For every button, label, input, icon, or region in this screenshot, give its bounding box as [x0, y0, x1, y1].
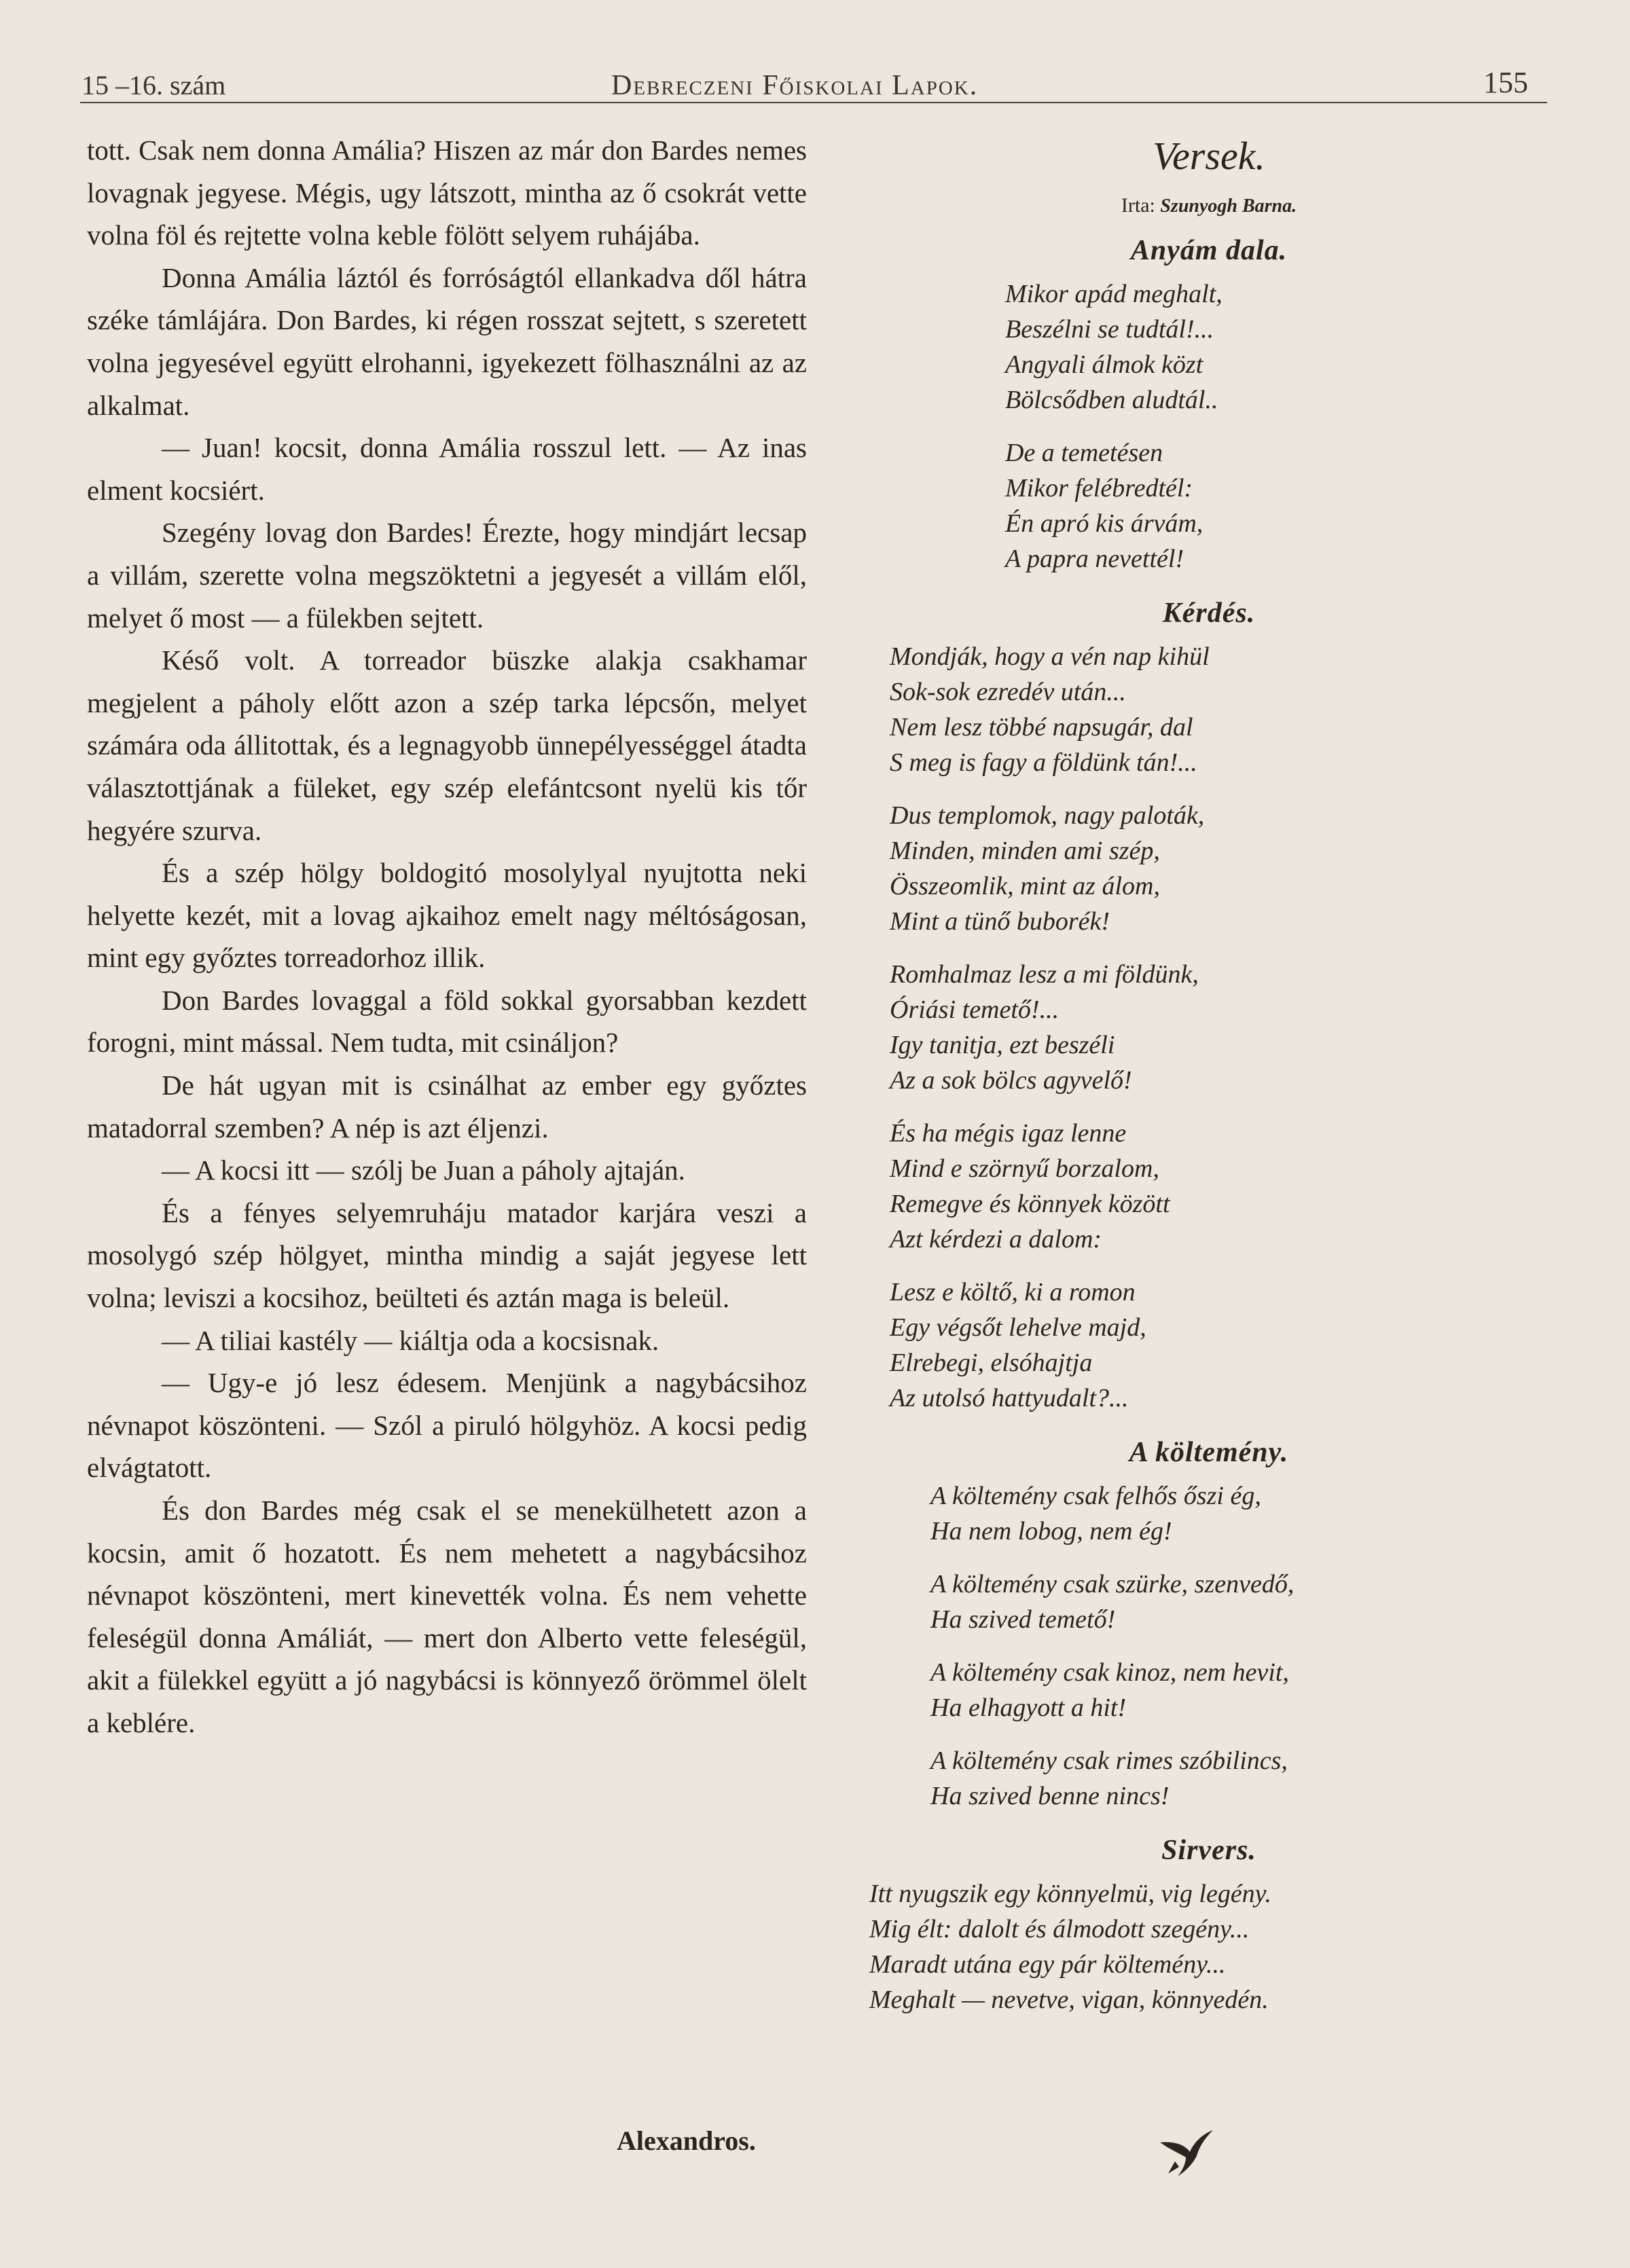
poem-line: A költemény csak szürke, szenvedő, [930, 1570, 1294, 1598]
poem-stanza [869, 957, 1548, 1098]
page-number: 155 [1483, 66, 1528, 99]
paragraph: És a szép hölgy boldogitó mosolylyal nyujtotta neki helyette kezét, mit a lovag ajkaihoz emelt nagy méltóságosan, mint egy győztes torreadorhoz illik. [87, 857, 807, 974]
prose-column [87, 129, 807, 1744]
poem-line: Óriási temető!... [890, 995, 1060, 1024]
poem-line: Sok-sok ezredév után... [890, 678, 1126, 706]
byline-prefix: Irta: [1121, 194, 1155, 217]
poem-line: Nem lesz többé napsugár, dal [890, 713, 1193, 742]
poem-line: Maradt utána egy pár költemény... [869, 1950, 1226, 1979]
poem-line: Összeomlik, mint az álom, [890, 872, 1160, 900]
poem-stanza [869, 1876, 1548, 2017]
poems-column [869, 129, 1548, 2035]
poem-line: Remegve és könnyek között [890, 1190, 1170, 1218]
paragraph: tott. Csak nem donna Amália? Hiszen az már don Bardes nemes lovagnak jegyese. Mégis, ugy látszott, mintha az ő csokrát vette volna föl és rejtette volna keble fölött selyem ruhájába. [87, 134, 807, 251]
poem-line: Mig élt: dalolt és álmodott szegény... [869, 1915, 1250, 1943]
poem-line: Az utolsó hattyudalt?... [890, 1384, 1129, 1412]
poem-stanza [869, 1567, 1548, 1637]
poem-line: Mint a tünő buborék! [890, 907, 1110, 936]
poem-line: Egy végsőt lehelve majd, [890, 1313, 1146, 1342]
poem-line: Ha szived benne nincs! [930, 1782, 1170, 1810]
paragraph: Késő volt. A torreador büszke alakja csakhamar megjelent a páholy előtt azon a szép tarka lépcsőn, melyet számára oda állitottak, és a legnagyobb ünnepélyességgel átadta választottjának a füleket, egy szép elefántcsont nyelü kis tőr hegyére szurva. [87, 644, 807, 846]
poem-line: Beszélni se tudtál!... [1005, 315, 1214, 344]
poem-line: Bölcsődben aludtál.. [1005, 386, 1218, 414]
poem-line: A költemény csak kinoz, nem hevit, [930, 1658, 1289, 1687]
poem-stanza [869, 639, 1548, 780]
poem-line: S meg is fagy a földünk tán!... [890, 748, 1197, 777]
poems-list [869, 232, 1548, 2017]
author-signature: Alexandros. [617, 2125, 756, 2156]
poem-line: Meghalt — nevetve, vigan, könnyedén. [869, 1986, 1269, 2014]
paragraph: És a fényes selyemruháju matador karjára veszi a mosolygó szép hölgyet, mintha mindig a saját jegyese lett volna; leviszi a kocsihoz, beülteti és aztán maga is beleül. [87, 1196, 807, 1314]
poem-line: Mondják, hogy a vén nap kihül [890, 642, 1210, 671]
poem-line: Angyali álmok közt [1005, 350, 1203, 379]
poem-stanza [869, 1116, 1548, 1257]
poem-line: Igy tanitja, ezt beszéli [890, 1031, 1115, 1059]
poem-line: Én apró kis árvám, [1005, 509, 1203, 538]
paragraph: De hát ugyan mit is csinálhat az ember egy győztes matadorral szemben? A nép is azt éljenzi. [87, 1069, 807, 1144]
poem-line: Mind e szörnyű borzalom, [890, 1154, 1159, 1183]
poem-line: Azt kérdezi a dalom: [890, 1225, 1102, 1254]
poem-title: A költemény. [1129, 1437, 1289, 1468]
byline [869, 189, 1548, 223]
header-rule [80, 102, 1547, 103]
page-header [82, 62, 1542, 103]
poem-line: A papra nevettél! [1005, 545, 1184, 573]
paragraph: Szegény lovag don Bardes! Érezte, hogy mindjárt lecsap a villám, szerette volna megszöktetni a jegyesét a villám elől, melyet ő most — a fülekben sejtett. [87, 517, 807, 634]
poem-line: Ha szived temető! [930, 1605, 1116, 1634]
paragraph: Donna Amália láztól és forróságtól ellankadva dől hátra széke támlájára. Don Bardes, ki régen rosszat sejtett, s szeretett volna jegyesével együtt elrohanni, igyekezett fölhasználni az az alkalmat. [87, 261, 807, 421]
poem-line: Lesz e költő, ki a romon [890, 1278, 1136, 1306]
byline-author: Szunyogh Barna. [1160, 196, 1297, 217]
poem-title: Kérdés. [1162, 598, 1256, 629]
paragraph: — Ugy-e jó lesz édesem. Menjünk a nagybácsihoz névnapot köszönteni. — Szól a piruló hölgyhöz. A kocsi pedig elvágtatott. [87, 1367, 807, 1484]
issue-number: 15 –16. szám [82, 70, 226, 100]
poem-stanza [869, 1478, 1548, 1549]
poem-line: Ha elhagyott a hit! [930, 1694, 1127, 1722]
poem-line: Romhalmaz lesz a mi földünk, [890, 960, 1199, 989]
poem-stanza [869, 798, 1548, 939]
journal-title: Debreczeni Főiskolai Lapok. [611, 70, 979, 101]
paragraph: — Juan! kocsit, donna Amália rosszul lett. — Az inas elment kocsiért. [87, 432, 807, 506]
paragraph: És don Bardes még csak el se menekülhetett azon a kocsin, amit ő hozatott. És nem mehetett a nagybácsihoz névnapot köszönteni, mert kinevették volna. És nem vehette feleségül donna Amáliát, — mert don Alberto vette feleségül, akit a fülekkel együtt a jó nagybácsi is könnyező örömmel ölelt a keblére. [87, 1495, 807, 1738]
poem-line: Mikor apád meghalt, [1005, 280, 1222, 308]
paragraph: — A kocsi itt — szólj be Juan a páholy ajtaján. [162, 1154, 685, 1186]
paragraph: Don Bardes lovaggal a föld sokkal gyorsabban kezdett forogni, mint mással. Nem tudta, mit csináljon? [87, 984, 807, 1059]
poem-line: Elrebegi, elsóhajtja [890, 1349, 1093, 1377]
poem-line: Ha nem lobog, nem ég! [930, 1517, 1172, 1545]
poem-title: Sirvers. [1161, 1835, 1256, 1866]
poem-line: Az a sok bölcs agyvelő! [890, 1066, 1132, 1095]
paragraph: — A tiliai kastély — kiáltja oda a kocsisnak. [162, 1324, 659, 1356]
poem-line: Itt nyugszik egy könnyelmü, vig legény. [869, 1880, 1271, 1908]
poem-line: És ha mégis igaz lenne [890, 1119, 1127, 1148]
poem-line: A költemény csak felhős őszi ég, [930, 1482, 1261, 1510]
poem-stanza [869, 1743, 1548, 1814]
poem-title: Anyám dala. [1130, 235, 1288, 266]
poem-line: A költemény csak rimes szóbilincs, [930, 1746, 1288, 1775]
poem-stanza [869, 1275, 1548, 1416]
poem-stanza [869, 1655, 1548, 1725]
poem-line: Dus templomok, nagy paloták, [890, 801, 1205, 830]
section-title: Versek. [1153, 134, 1265, 178]
poem-line: Mikor felébredtél: [1005, 474, 1193, 502]
poem-stanza [869, 276, 1548, 418]
swallow-ornament-icon [1155, 2122, 1216, 2183]
poem-stanza [869, 435, 1548, 577]
poem-line: De a temetésen [1005, 439, 1163, 467]
poem-line: Minden, minden ami szép, [890, 837, 1160, 865]
